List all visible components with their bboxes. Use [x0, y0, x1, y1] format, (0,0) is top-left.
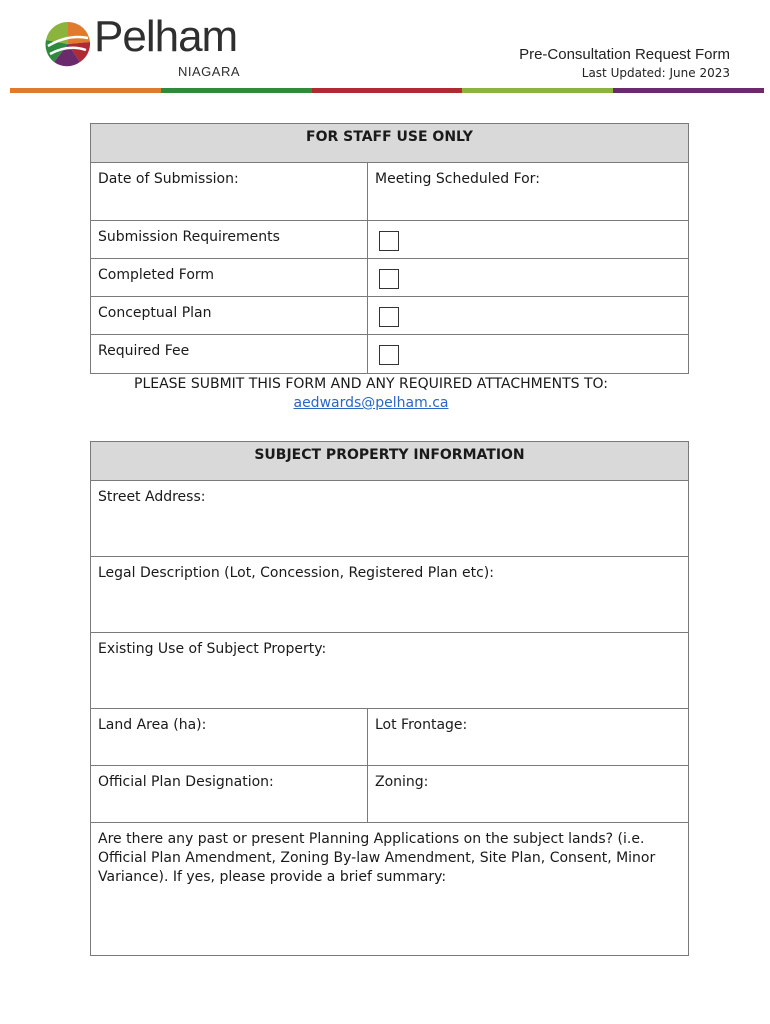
- requirement-cell: [368, 259, 689, 297]
- color-bar: [10, 88, 764, 93]
- requirement-label: Completed Form: [91, 259, 368, 297]
- pelham-logo: [44, 12, 254, 80]
- color-bar-segment: [613, 88, 764, 93]
- requirement-label: Required Fee: [91, 335, 368, 374]
- requirement-label: Submission Requirements: [91, 221, 368, 259]
- staff-heading: FOR STAFF USE ONLY: [91, 124, 689, 163]
- lot-frontage-field[interactable]: Lot Frontage:: [368, 709, 689, 766]
- checkbox[interactable]: [379, 345, 399, 365]
- submit-text: PLEASE SUBMIT THIS FORM AND ANY REQUIRED ATTACHMENTS TO:: [134, 376, 608, 392]
- date-of-submission-field[interactable]: Date of Submission:: [91, 163, 368, 221]
- form-title: Pre-Consultation Request Form: [519, 46, 730, 63]
- meeting-scheduled-field[interactable]: Meeting Scheduled For:: [368, 163, 689, 221]
- requirement-label: Conceptual Plan: [91, 297, 368, 335]
- requirement-cell: [368, 221, 689, 259]
- street-address-field[interactable]: Street Address:: [91, 481, 689, 557]
- color-bar-segment: [462, 88, 613, 93]
- legal-description-field[interactable]: Legal Description (Lot, Concession, Registered Plan etc):: [91, 557, 689, 633]
- zoning-field[interactable]: Zoning:: [368, 766, 689, 823]
- logo-name: Pelham: [94, 12, 238, 61]
- color-bar-segment: [312, 88, 463, 93]
- staff-use-table: [90, 123, 689, 374]
- checkbox[interactable]: [379, 231, 399, 251]
- submit-email-link[interactable]: aedwards@pelham.ca: [293, 395, 449, 411]
- pelham-leaf-icon: [44, 20, 92, 68]
- subject-property-table: [90, 441, 689, 956]
- color-bar-segment: [161, 88, 312, 93]
- land-area-field[interactable]: Land Area (ha):: [91, 709, 368, 766]
- requirement-cell: [368, 335, 689, 374]
- last-updated: Last Updated: June 2023: [581, 66, 730, 80]
- requirement-cell: [368, 297, 689, 335]
- submit-instructions: [90, 375, 652, 413]
- checkbox[interactable]: [379, 269, 399, 289]
- logo-sub: NIAGARA: [178, 64, 241, 79]
- planning-applications-field[interactable]: Are there any past or present Planning Applications on the subject lands? (i.e. Official Plan Amendment, Zoning By-law Amendment, Site Plan, Consent, Minor Variance). If yes, please provide a brief summary:: [91, 823, 689, 956]
- checkbox[interactable]: [379, 307, 399, 327]
- existing-use-field[interactable]: Existing Use of Subject Property:: [91, 633, 689, 709]
- property-heading: SUBJECT PROPERTY INFORMATION: [91, 442, 689, 481]
- color-bar-segment: [10, 88, 161, 93]
- official-plan-field[interactable]: Official Plan Designation:: [91, 766, 368, 823]
